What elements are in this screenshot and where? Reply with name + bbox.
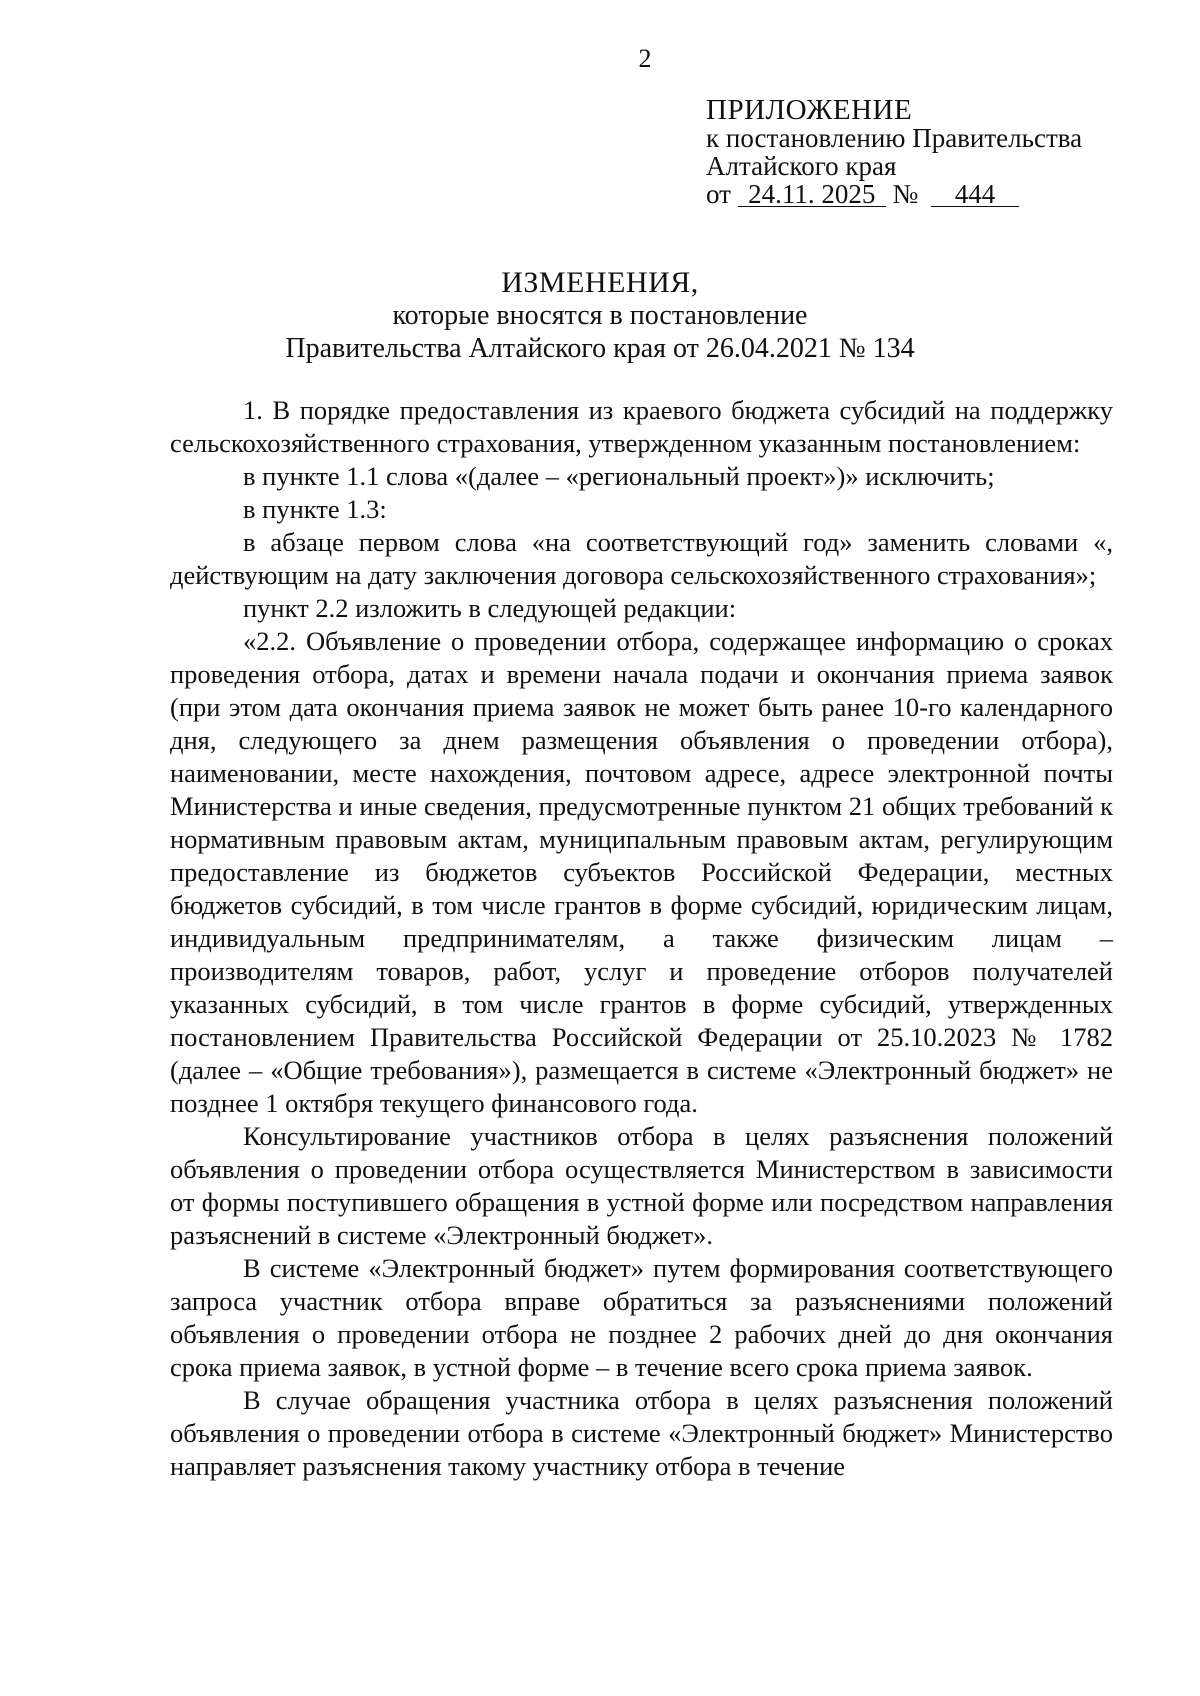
number-sign: № [892, 179, 919, 209]
page-number: 2 [638, 44, 652, 73]
appendix-line-1: к постановлению Правительства [706, 123, 1083, 153]
appendix-block [706, 96, 1082, 208]
paragraph: В системе «Электронный бюджет» путем формирования соответствующего запроса участник отбора вправе обратиться за разъяснениями положений объявления о проведении отбора не позднее 2 рабочих дней до дня окончания срока приема заявок, в устной форме – в течение всего срока приема заявок. [170, 1253, 1113, 1382]
paragraph: пункт 2.2 изложить в следующей редакции: [243, 593, 737, 623]
appendix-date-line [706, 180, 1082, 208]
paragraph: «2.2. Объявление о проведении отбора, содержащее информацию о сроках проведения отбора, датах и времени начала подачи и окончания приема заявок (при этом дата окончания приема заявок не может быть ранее 10-го календарного дня, следующего за днем размещения объявления о проведении отбора), наименовании, месте нахождения, почтовом адресе, адресе электронной почты Министерства и иные сведения, предусмотренные пунктом 21 общих требований к нормативным правовым актам, муниципальным правовым актам, регулирующим предоставление из бюджетов субъектов Российской Федерации, местных бюджетов субсидий, в том числе грантов в форме субсидий, юридическим лицам, индивидуальным предпринимателям, а также физическим лицам – производителям товаров, работ, услуг и проведение отборов получателей указанных субсидий, в том числе грантов в форме субсидий, утвержденных постановлением Правительства Российской Федерации от 25.10.2023 № 1782 (далее – «Общие требования»), размещается в системе «Электронный бюджет» не позднее 1 октября текущего финансового года. [170, 626, 1113, 1118]
paragraph: в абзаце первом слова «на соответствующий год» заменить словами «, действующим на дату заключения договора сельскохозяйственного страхования»; [170, 527, 1113, 590]
heading-line-2: Правительства Алтайского края от 26.04.2021 № 134 [285, 333, 915, 364]
paragraph: Консультирование участников отбора в целях разъяснения положений объявления о проведении отбора осуществляется Министерством в зависимости от формы поступившего обращения в устной форме или посредством направления разъяснений в системе «Электронный бюджет». [170, 1121, 1113, 1250]
document-heading [0, 266, 1200, 365]
decree-date: 24.11. 2025 [738, 182, 886, 207]
document-body [170, 394, 1113, 1483]
date-prefix: от [706, 179, 731, 209]
appendix-line-2: Алтайского края [706, 151, 897, 181]
heading-line-1: которые вносятся в постановление [392, 300, 808, 331]
appendix-title: ПРИЛОЖЕНИЕ [706, 94, 913, 126]
heading-title: ИЗМЕНЕНИЯ, [501, 266, 699, 299]
paragraph: в пункте 1.1 слова «(далее – «региональный проект»)» исключить; [243, 461, 995, 491]
paragraph: 1. В порядке предоставления из краевого бюджета субсидий на поддержку сельскохозяйственного страхования, утвержденном указанным постановлением: [170, 395, 1113, 458]
paragraph: В случае обращения участника отбора в целях разъяснения положений объявления о проведении отбора в системе «Электронный бюджет» Министерство направляет разъяснения такому участнику отбора в течение [170, 1385, 1113, 1481]
paragraph: в пункте 1.3: [243, 494, 387, 524]
decree-number: 444 [931, 182, 1019, 207]
